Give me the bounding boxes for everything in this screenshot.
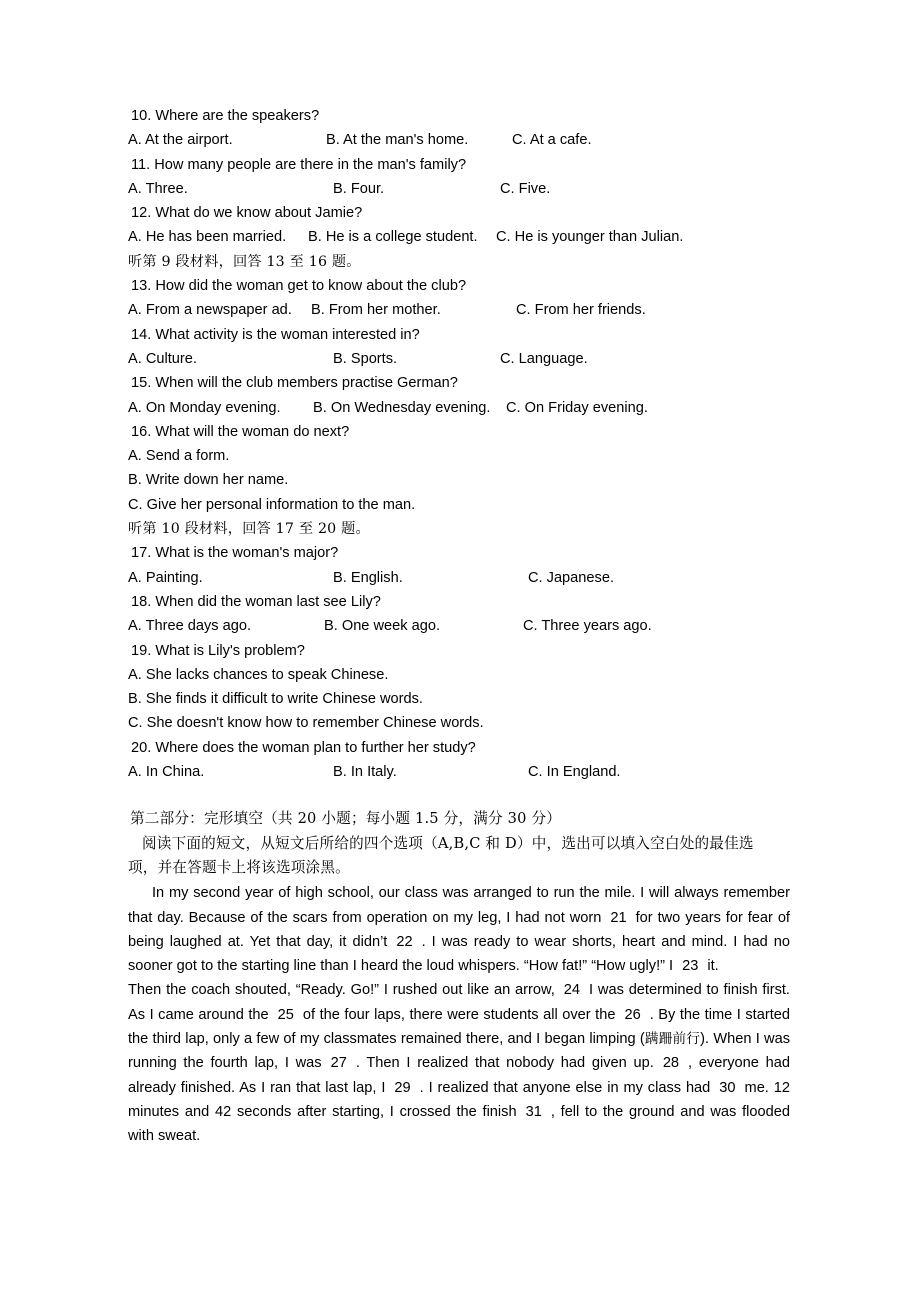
passage-text: me. 12 minutes and 42 seconds after starting, I crossed the finish	[128, 1079, 790, 1120]
question-stem: 13. How did the woman get to know about the club?	[131, 278, 467, 295]
cloze-blank-31[interactable]: 31	[525, 1103, 542, 1120]
option-b[interactable]: B. Sports.	[333, 350, 398, 367]
option-row	[128, 614, 790, 638]
option-c[interactable]: C. Give her personal information to the man.	[128, 496, 416, 513]
option-row	[128, 468, 790, 492]
passage-text: , everyone had already finished. As I ran that last lap, I	[128, 1055, 790, 1096]
option-c[interactable]: C. At a cafe.	[512, 132, 592, 149]
option-c[interactable]: C. Three years ago.	[523, 618, 652, 635]
passage-text: Then the coach shouted, “Ready. Go!” I rushed out like an arrow,	[128, 982, 555, 999]
option-b[interactable]: B. One week ago.	[324, 618, 441, 635]
cloze-blank-24[interactable]: 24	[563, 982, 581, 999]
option-b[interactable]: B. From her mother.	[311, 302, 441, 319]
question-stem: 16. What will the woman do next?	[131, 423, 350, 440]
option-row	[128, 128, 790, 152]
cloze-paragraph-1	[128, 881, 790, 978]
passage-text: In my second year of high school, our class was arranged to run the mile. I will always remember that day. Because of the scars from operation on my leg, I had not worn	[128, 885, 790, 926]
cloze-paragraph-2	[128, 978, 790, 1148]
question-stem: 10. Where are the speakers?	[131, 108, 320, 124]
option-a[interactable]: A. He has been married.	[128, 229, 287, 246]
passage-text: . I realized that anyone else in my class had	[419, 1079, 711, 1096]
option-a[interactable]: A. Painting.	[128, 569, 203, 586]
passage-text: I was determined to finish first. As I came around the	[128, 982, 790, 1023]
question-stem: 18. When did the woman last see Lily?	[131, 593, 381, 610]
passage-text: , fell to the ground and was flooded with sweat.	[128, 1103, 790, 1145]
option-row	[128, 566, 790, 590]
option-b[interactable]: B. In Italy.	[333, 764, 397, 781]
option-a[interactable]: A. Three days ago.	[128, 618, 252, 635]
option-row	[128, 493, 790, 517]
cloze-blank-27[interactable]: 27	[330, 1055, 347, 1072]
part-two-instruction-line-2: 项，并在答题卡上将该选项涂黑。	[128, 858, 350, 876]
cloze-blank-21[interactable]: 21	[610, 909, 627, 926]
passage-text: . I was ready to wear shorts, heart and mind. I had no sooner got to the starting line than I heard the loud whispers. “How fat!” “How ugly!” I	[128, 933, 790, 975]
material-10-note: 听第 10 段材料，回答 17 至 20 题。	[128, 521, 370, 538]
option-c[interactable]: C. Japanese.	[528, 569, 614, 586]
question-stem: 17. What is the woman's major?	[131, 545, 339, 562]
option-c[interactable]: C. She doesn't know how to remember Chinese words.	[128, 715, 484, 732]
option-b[interactable]: B. At the man's home.	[326, 132, 469, 149]
passage-text: ). When I was running the fourth lap, I was	[128, 1030, 790, 1072]
option-b[interactable]: B. He is a college student.	[308, 229, 478, 246]
passage-text: it.	[707, 958, 719, 975]
section-spacer	[128, 784, 790, 807]
option-a[interactable]: A. From a newspaper ad.	[128, 302, 292, 319]
cloze-blank-28[interactable]: 28	[662, 1055, 680, 1072]
option-a[interactable]: A. Culture.	[128, 350, 197, 367]
question-stem: 14. What activity is the woman interested in?	[131, 326, 420, 343]
option-row	[128, 225, 790, 249]
cloze-blank-23[interactable]: 23	[682, 958, 699, 975]
passage-text: . Then I realized that nobody had given up.	[355, 1055, 654, 1072]
question-stem: 20. Where does the woman plan to further her study?	[131, 739, 476, 756]
option-a[interactable]: A. In China.	[128, 764, 205, 781]
option-b[interactable]: B. Write down her name.	[128, 472, 289, 489]
option-c[interactable]: C. Language.	[500, 350, 588, 367]
passage-text: of the four laps, there were students all over the	[302, 1006, 616, 1023]
passage-text: . By the time I started the third lap, only a few of my classmates remained there, and I began limping (	[128, 1006, 790, 1047]
material-9-note: 听第 9 段材料，回答 13 至 16 题。	[128, 253, 361, 270]
cloze-blank-30[interactable]: 30	[719, 1079, 736, 1096]
question-stem: 15. When will the club members practise German?	[131, 375, 458, 392]
option-c[interactable]: C. On Friday evening.	[506, 399, 648, 416]
option-row	[128, 687, 790, 711]
cloze-passage	[128, 881, 790, 1148]
option-row	[128, 663, 790, 687]
cloze-blank-25[interactable]: 25	[277, 1006, 294, 1023]
option-a[interactable]: A. She lacks chances to speak Chinese.	[128, 666, 389, 683]
passage-text: for two years for fear of being laughed at. Yet that day, it didn’t	[128, 909, 790, 950]
listening-section	[128, 104, 790, 784]
question-stem: 19. What is Lily's problem?	[131, 642, 305, 659]
option-b[interactable]: B. Four.	[333, 180, 385, 197]
option-c[interactable]: C. He is younger than Julian.	[496, 229, 684, 246]
option-row	[128, 711, 790, 735]
cloze-blank-29[interactable]: 29	[394, 1079, 411, 1096]
part-two-header-block	[128, 807, 790, 880]
option-c[interactable]: C. From her friends.	[516, 302, 646, 319]
option-b[interactable]: B. She finds it difficult to write Chinese words.	[128, 691, 423, 708]
option-b[interactable]: B. English.	[333, 569, 403, 586]
cloze-blank-26[interactable]: 26	[624, 1006, 641, 1023]
question-stem: 11. How many people are there in the man's family?	[131, 156, 467, 173]
option-a[interactable]: A. Send a form.	[128, 448, 230, 465]
option-a[interactable]: A. On Monday evening.	[128, 399, 281, 416]
option-row	[128, 177, 790, 201]
option-a[interactable]: A. At the airport.	[128, 132, 233, 149]
option-row	[128, 760, 790, 784]
option-c[interactable]: C. In England.	[528, 764, 621, 781]
option-row	[128, 347, 790, 371]
option-a[interactable]: A. Three.	[128, 180, 188, 197]
part-two-heading: 第二部分：完形填空（共 20 小题；每小题 1.5 分，满分 30 分）	[130, 810, 562, 828]
option-row	[128, 444, 790, 468]
question-stem: 12. What do we know about Jamie?	[131, 205, 363, 222]
option-c[interactable]: C. Five.	[500, 180, 551, 197]
option-b[interactable]: B. On Wednesday evening.	[313, 399, 491, 416]
option-row	[128, 396, 790, 420]
part-two-instruction-line-1: 阅读下面的短文，从短文后所给的四个选项（A,B,C 和 D）中，选出可以填入空白处的最佳选	[142, 834, 754, 852]
cloze-blank-22[interactable]: 22	[396, 933, 413, 950]
chinese-gloss-limping: 蹒跚前行	[644, 1030, 701, 1047]
option-row	[128, 298, 790, 322]
